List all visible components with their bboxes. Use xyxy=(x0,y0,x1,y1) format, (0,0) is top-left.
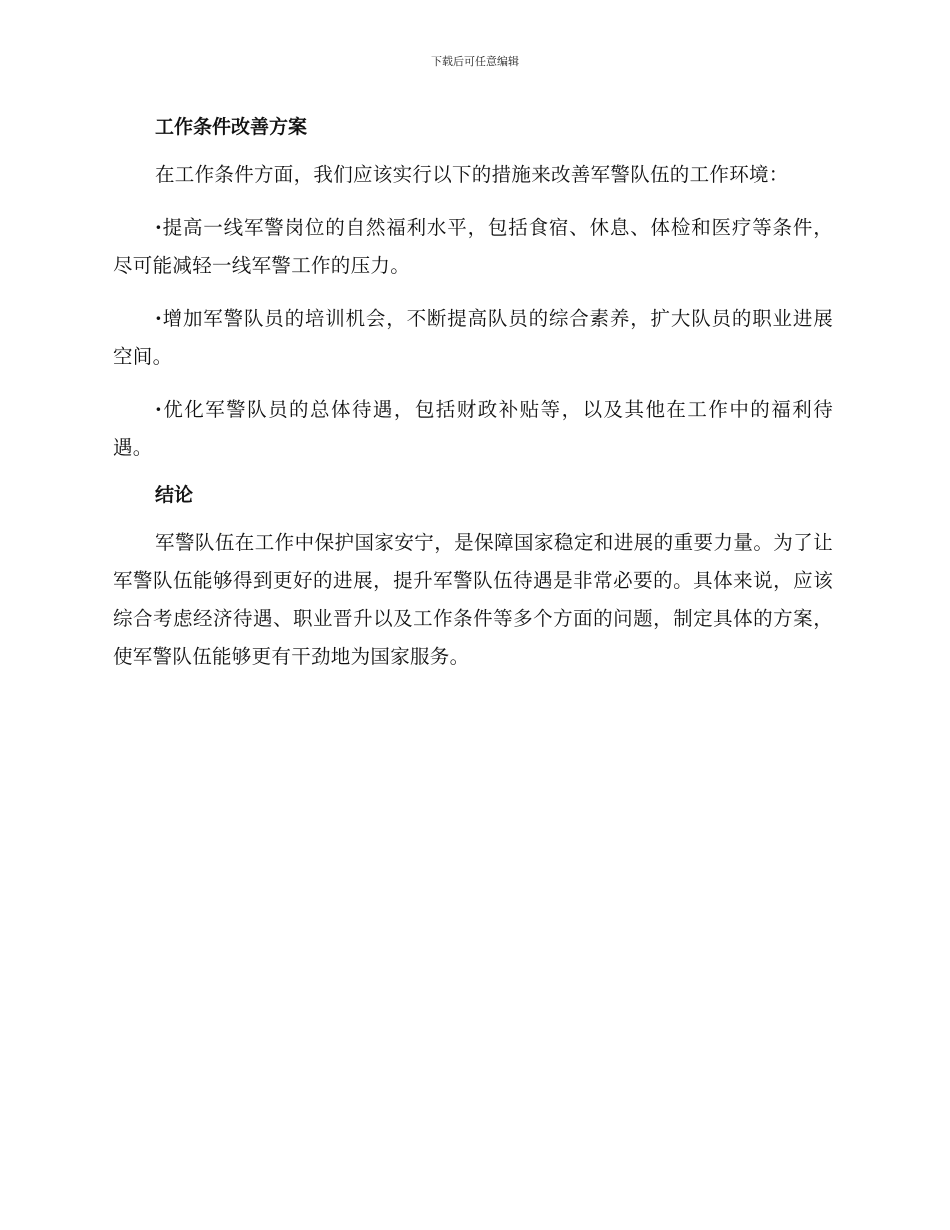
section-heading-work-conditions: 工作条件改善方案 xyxy=(155,116,308,138)
bullet-item-3 xyxy=(113,391,833,467)
bullet-text: 提高一线军警岗位的自然福利水平，包括食宿、休息、体检和医疗等条件，尽可能减轻一线军警工作的压力。 xyxy=(113,216,833,277)
bullet-item-1 xyxy=(113,209,833,285)
bullet-marker: · xyxy=(155,307,163,330)
page-header: 下载后可任意编辑 xyxy=(431,55,519,68)
bullet-item-2 xyxy=(113,300,833,376)
bullet-text: 增加军警队员的培训机会，不断提高队员的综合素养，扩大队员的职业进展空间。 xyxy=(113,307,833,368)
section-heading-conclusion: 结论 xyxy=(155,484,194,506)
intro-paragraph: 在工作条件方面，我们应该实行以下的措施来改善军警队伍的工作环境： xyxy=(155,163,789,186)
bullet-text: 优化军警队员的总体待遇，包括财政补贴等，以及其他在工作中的福利待遇。 xyxy=(113,398,833,459)
conclusion-paragraph: 军警队伍在工作中保护国家安宁，是保障国家稳定和进展的重要力量。为了让军警队伍能够得到更好的进展，提升军警队伍待遇是非常必要的。具体来说，应该综合考虑经济待遇、职业晋升以及工作条件等多个方面的问题，制定具体的方案，使军警队伍能够更有干劲地为国家服务。 xyxy=(113,531,833,668)
document-body xyxy=(113,112,833,691)
bullet-marker: · xyxy=(155,398,163,421)
bullet-marker: · xyxy=(155,216,163,239)
